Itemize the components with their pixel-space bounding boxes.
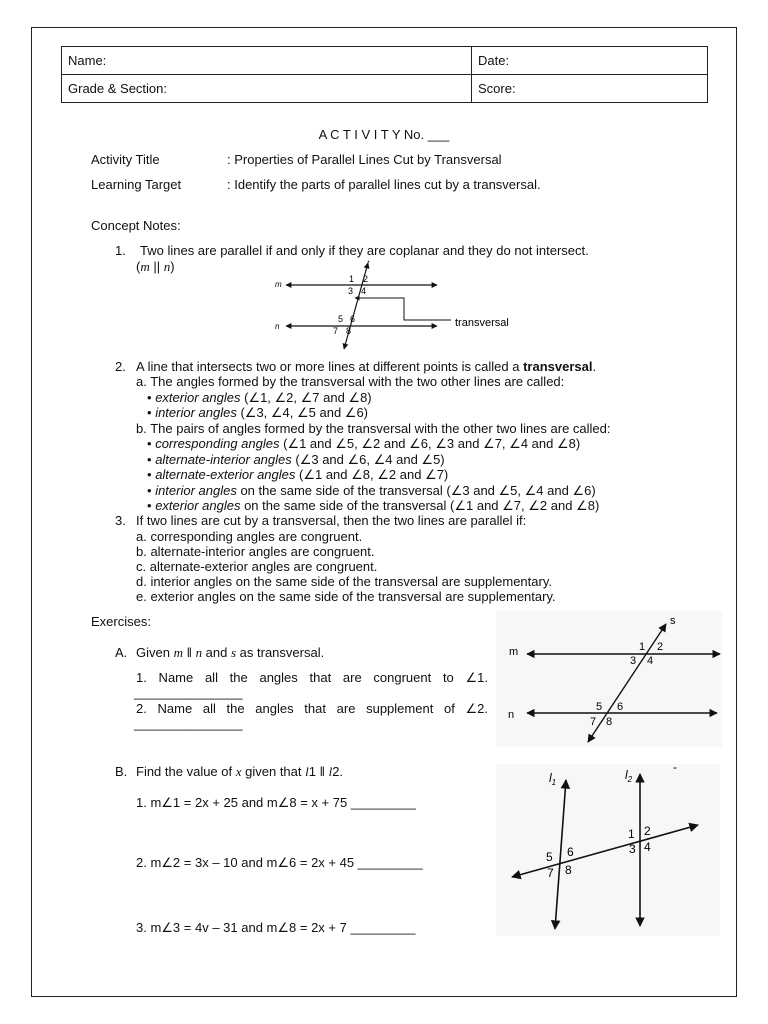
exA-q2: 2. Name all the angles that are supplement of ∠2. bbox=[136, 701, 488, 716]
d1-angle-3: 3 bbox=[348, 286, 354, 296]
note2-b-item: • alternate-interior angles (∠3 and ∠6, ∠4 and ∠5) bbox=[147, 452, 445, 467]
d1-m-label: m bbox=[275, 280, 282, 289]
exA-q2-blank[interactable]: _______________ bbox=[134, 716, 243, 731]
note2-a-item: • exterior angles (∠1, ∠2, ∠7 and ∠8) bbox=[147, 390, 372, 405]
dB-angle-2: 2 bbox=[644, 824, 651, 838]
exercises-label: Exercises: bbox=[91, 614, 151, 629]
note2-b-text: b. The pairs of angles formed by the transversal with the other two lines are called: bbox=[136, 421, 611, 436]
exB-letter: B. bbox=[115, 764, 128, 779]
exA-letter: A. bbox=[115, 645, 128, 660]
note3-number: 3. bbox=[115, 513, 126, 528]
note1-text: Two lines are parallel if and only if they are coplanar and they do not intersect. bbox=[140, 243, 589, 258]
score-label: Score: bbox=[478, 81, 516, 96]
d1-angle-4: 4 bbox=[361, 286, 367, 296]
exA-given: Given m ‖ n and s as transversal. bbox=[136, 645, 325, 660]
dB-angle-1: 1 bbox=[628, 827, 635, 841]
d1-t-label: t bbox=[367, 259, 370, 268]
note3-item: a. corresponding angles are congruent. bbox=[136, 529, 363, 544]
d1-angle-7: 7 bbox=[333, 326, 339, 336]
dB-dash-mark: - bbox=[673, 760, 677, 774]
note2-b-item: • alternate-exterior angles (∠1 and ∠8, ∠2 and ∠7) bbox=[147, 467, 449, 482]
note2-text: A line that intersects two or more lines at different points is called a transversal. bbox=[136, 359, 597, 374]
dA-s-label: s bbox=[670, 615, 676, 627]
d1-angle-2: 2 bbox=[363, 274, 369, 284]
dB-angle-7: 7 bbox=[547, 866, 554, 880]
dA-angle-4: 4 bbox=[647, 655, 654, 667]
dB-angle-6: 6 bbox=[567, 845, 574, 859]
note2-number: 2. bbox=[115, 359, 126, 374]
exB-q1: 1. m∠1 = 2x + 25 and m∠8 = x + 75 _________ bbox=[136, 795, 416, 810]
exA-q1: 1. Name all the angles that are congruent to ∠1. bbox=[136, 670, 488, 685]
learning-target-value: : Identify the parts of parallel lines cut by a transversal. bbox=[227, 177, 541, 192]
dB-angle-4: 4 bbox=[644, 840, 651, 854]
dA-angle-7: 7 bbox=[590, 716, 597, 728]
dA-m-label: m bbox=[509, 646, 519, 658]
activity-heading: A C T I V I T Y No. ___ bbox=[318, 127, 450, 142]
d1-angle-6: 6 bbox=[350, 314, 356, 324]
date-label: Date: bbox=[478, 53, 510, 68]
note3-item: c. alternate-exterior angles are congruent. bbox=[136, 559, 378, 574]
dB-angle-5: 5 bbox=[546, 850, 553, 864]
dA-n-label: n bbox=[508, 709, 515, 721]
activity-title-value: : Properties of Parallel Lines Cut by Transversal bbox=[227, 152, 502, 167]
activity-title-label: Activity Title bbox=[91, 152, 160, 167]
dB-angle-3: 3 bbox=[629, 842, 636, 856]
dA-angle-6: 6 bbox=[617, 701, 624, 713]
d1-angle-5: 5 bbox=[338, 314, 344, 324]
d1-angle-1: 1 bbox=[349, 274, 355, 284]
note2-b-item: • interior angles on the same side of the transversal (∠3 and ∠5, ∠4 and ∠6) bbox=[147, 483, 596, 498]
note3-item: d. interior angles on the same side of the transversal are supplementary. bbox=[136, 574, 552, 589]
note3-item: e. exterior angles on the same side of the transversal are supplementary. bbox=[136, 589, 556, 604]
d1-angle-8: 8 bbox=[346, 326, 352, 336]
grade-section-label: Grade & Section: bbox=[68, 81, 167, 96]
note2-b-item: • corresponding angles (∠1 and ∠5, ∠2 and ∠6, ∠3 and ∠7, ∠4 and ∠8) bbox=[147, 436, 581, 451]
dA-angle-8: 8 bbox=[606, 716, 613, 728]
note2-a-item: • interior angles (∠3, ∠4, ∠5 and ∠6) bbox=[147, 405, 369, 420]
dB-angle-8: 8 bbox=[565, 863, 572, 877]
exB-q2: 2. m∠2 = 3x – 10 and m∠6 = 2x + 45 _________ bbox=[136, 855, 423, 870]
dB-l2-label: $l_2$ bbox=[625, 768, 633, 784]
note3-item: b. alternate-interior angles are congruent. bbox=[136, 544, 375, 559]
exB-intro: Find the value of x given that l1 ‖ l2. bbox=[136, 764, 344, 779]
dA-angle-1: 1 bbox=[639, 641, 646, 653]
exA-q1-blank[interactable]: _______________ bbox=[134, 685, 243, 700]
learning-target-label: Learning Target bbox=[91, 177, 182, 192]
name-label: Name: bbox=[68, 53, 107, 68]
dA-angle-5: 5 bbox=[596, 701, 603, 713]
dA-angle-3: 3 bbox=[630, 655, 637, 667]
note2-a-text: a. The angles formed by the transversal with the two other lines are called: bbox=[136, 374, 565, 389]
note2-b-item: • exterior angles on the same side of the transversal (∠1 and ∠7, ∠2 and ∠8) bbox=[147, 498, 600, 513]
dA-angle-2: 2 bbox=[657, 641, 664, 653]
note3-text: If two lines are cut by a transversal, then the two lines are parallel if: bbox=[136, 513, 527, 528]
note1-number: 1. bbox=[115, 243, 126, 258]
note1-notation: (m || n) bbox=[136, 259, 175, 274]
dB-l1-label: $l_1$ bbox=[549, 771, 557, 787]
concept-notes-label: Concept Notes: bbox=[91, 218, 181, 233]
d1-transversal-label: transversal bbox=[455, 317, 509, 329]
exB-q3: 3. m∠3 = 4v – 31 and m∠8 = 2x + 7 _________ bbox=[136, 920, 416, 935]
d1-n-label: n bbox=[275, 322, 280, 331]
